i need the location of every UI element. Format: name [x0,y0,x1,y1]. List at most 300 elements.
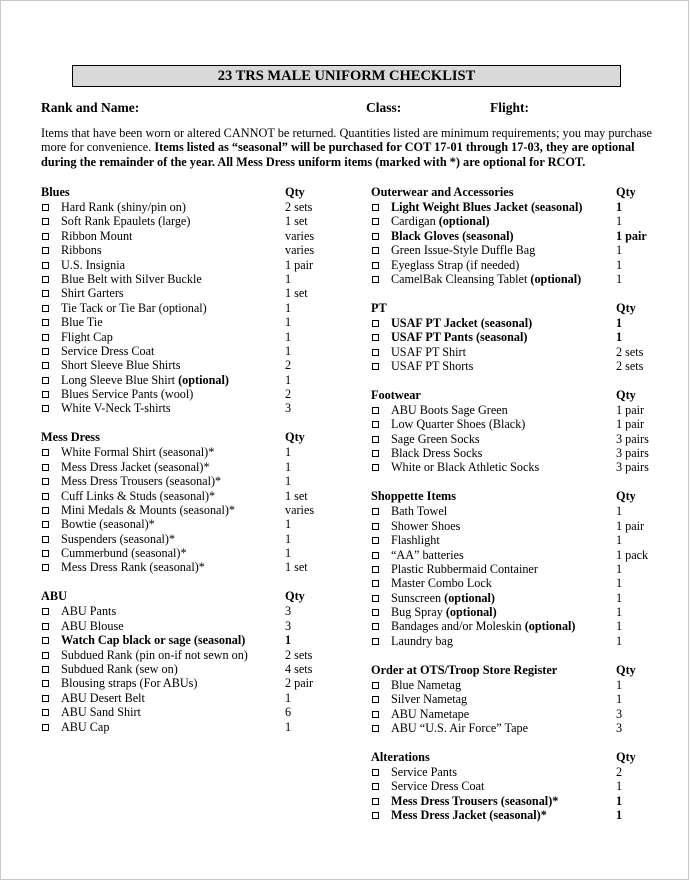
item-label: Service Dress Coat [61,343,155,358]
section-header [41,589,341,604]
checklist-item [41,243,341,257]
item-label: Mess Dress Trousers (seasonal)* [61,474,222,489]
checkbox[interactable] [372,334,379,341]
item-qty: 1 [616,793,623,808]
checklist-item [41,286,341,300]
checkbox[interactable] [42,218,49,225]
checkbox[interactable] [372,682,379,689]
section-header [41,185,341,200]
item-label: Subdued Rank (sew on) [61,661,178,676]
item-name [391,779,484,793]
item-name [391,359,473,373]
item-qty: 1 [616,504,623,519]
checklist-item [371,243,661,257]
checklist-item [41,272,341,286]
checklist-item [371,214,661,228]
item-name [391,417,525,431]
item-label: Silver Nametag [391,692,468,707]
checkbox[interactable] [42,247,49,254]
item-name [61,243,102,257]
checkbox[interactable] [372,783,379,790]
item-label: “AA” batteries [391,547,464,562]
checklist-item [41,648,341,662]
checkbox[interactable] [42,391,49,398]
item-name [391,446,482,460]
checkbox[interactable] [42,521,49,528]
checklist-item [371,533,661,547]
checkbox[interactable] [42,680,49,687]
item-qty: 2 sets [285,200,313,214]
checklist-item [371,548,661,562]
item-label: Long Sleeve Blue Shirt [61,372,179,387]
qty-column-header: Qty [616,489,636,504]
checklist-item [41,532,341,546]
checkbox[interactable] [372,247,379,254]
item-name [61,200,186,214]
item-qty: 3 [616,706,623,721]
checklist-item [371,721,661,735]
item-label: Mini Medals & Mounts (seasonal)* [61,502,235,517]
optional-tag: (optional) [438,214,490,229]
checkbox[interactable] [42,666,49,673]
item-name [61,474,221,488]
checkbox[interactable] [372,363,379,370]
section-title: PT [371,300,387,315]
item-qty: 1 [616,271,623,286]
item-name [391,272,581,286]
item-name [61,705,141,719]
item-qty: varies [285,502,315,517]
qty-column-header: Qty [616,749,636,764]
checkbox[interactable] [42,233,49,240]
qty-column-header: Qty [616,185,636,199]
item-label: Subdued Rank (pin on-if not sewn on) [61,647,248,662]
instructions-text: Items that have been worn or altered CANNOT be returned. Quantities listed are minimum requirements; you may purchase more for convenience. [41,126,653,155]
checkbox[interactable] [372,436,379,443]
item-label: Cummerbund (seasonal)* [61,546,187,561]
checklist-item [371,634,661,648]
item-label: Mess Dress Jacket (seasonal)* [391,808,547,822]
checklist-item [41,344,341,358]
checkbox[interactable] [42,464,49,471]
checkbox[interactable] [372,204,379,211]
item-name [61,517,155,531]
item-name [391,562,538,576]
checkbox[interactable] [372,595,379,602]
checklist-item [41,387,341,401]
qty-column-header: Qty [285,430,305,445]
checklist-item [41,330,341,344]
checkbox[interactable] [372,638,379,645]
item-name [391,548,464,562]
checkbox[interactable] [372,523,379,530]
checkbox[interactable] [372,537,379,544]
item-label: CamelBak Cleansing Tablet [391,271,531,286]
optional-tag: (optional) [444,590,495,605]
checkbox[interactable] [42,449,49,456]
section-title: Order at OTS/Troop Store Register [371,662,558,677]
section-title: Shoppette Items [371,489,457,504]
item-qty: 6 [285,705,292,720]
checkbox[interactable] [372,276,379,283]
item-qty: 1 [285,474,292,489]
item-qty: 1 [285,546,292,561]
item-label: Light Weight Blues Jacket (seasonal) [391,200,583,214]
instructions-paragraph [41,126,671,169]
item-label: ABU Cap [61,719,110,734]
item-qty: 1 [285,445,292,460]
checklist-item [41,315,341,329]
checkbox[interactable] [372,262,379,269]
item-label: ABU Blouse [61,618,124,633]
item-label: USAF PT Pants (seasonal) [391,330,528,345]
item-label: USAF PT Jacket (seasonal) [391,315,533,330]
checkbox[interactable] [42,377,49,384]
item-name [61,633,245,647]
item-label: Eyeglass Strap (if needed) [391,257,520,272]
checklist-item [41,560,341,574]
checklist-item [41,301,341,315]
item-label: Shower Shoes [391,518,461,533]
checkbox[interactable] [372,552,379,559]
item-label: Soft Rank Epaulets (large) [61,214,191,229]
item-name [391,432,480,446]
item-label: Ribbon Mount [61,228,133,243]
checkbox[interactable] [42,290,49,297]
checklist-item [371,316,661,330]
optional-tag: (optional) [445,605,497,620]
item-name [61,503,235,517]
item-name [391,403,508,417]
checkbox[interactable] [42,724,49,731]
item-label: Laundry bag [391,633,453,648]
checkbox[interactable] [42,709,49,716]
checkbox[interactable] [372,320,379,327]
item-name [61,560,205,574]
item-name [391,808,547,822]
section-header [41,430,341,445]
item-name [61,489,215,503]
checkbox[interactable] [42,608,49,615]
item-name [61,546,187,560]
checklist-item [41,503,341,517]
checklist-item [371,519,661,533]
checkbox[interactable] [42,204,49,211]
checkbox[interactable] [372,566,379,573]
checkbox[interactable] [42,564,49,571]
item-qty: 1 set [285,560,308,575]
item-label: Service Pants [391,764,458,779]
item-qty: 3 [285,604,292,619]
item-qty: 1 [616,576,623,591]
checkbox[interactable] [42,319,49,326]
item-label: Sunscreen [391,590,445,605]
item-name [391,345,466,359]
item-name [61,460,210,474]
section-header [371,185,661,200]
checklist-item [371,808,661,822]
item-qty: 1 [616,330,623,345]
section-alterations [371,750,661,823]
item-label: Sage Green Socks [391,431,480,446]
item-label: Cardigan [391,214,439,229]
item-label: Ribbons [61,243,102,258]
qty-column-header: Qty [616,387,636,402]
item-label: Mess Dress Jacket (seasonal)* [61,459,210,474]
checklist-item [371,619,661,633]
checklist-item [41,401,341,415]
checkbox[interactable] [372,769,379,776]
item-name [61,286,124,300]
item-name [61,301,207,315]
section-header [371,750,661,765]
item-qty: 1 pair [616,402,645,417]
item-qty: 2 pair [285,676,314,691]
section-title: Footwear [371,387,421,402]
item-name [61,691,145,705]
item-label: Hard Rank (shiny/pin on) [61,200,186,214]
checkbox[interactable] [372,407,379,414]
item-label: Blue Nametag [391,677,462,692]
item-qty: 1 [616,243,623,258]
item-label: Blue Belt with Silver Buckle [61,271,202,286]
item-qty: 1 pair [285,257,314,272]
item-label: Flight Cap [61,329,113,344]
checklist-item [41,474,341,488]
item-name [391,678,461,692]
checklist-item [371,562,661,576]
checklist-item [371,272,661,286]
item-name [391,460,539,474]
checkbox[interactable] [372,233,379,240]
qty-column-header: Qty [285,185,305,199]
item-name [391,243,535,257]
item-qty: 1 [616,808,623,822]
item-name [391,330,527,344]
item-qty: 1 [285,271,292,286]
checklist-item [41,546,341,560]
item-name [61,648,248,662]
item-qty: 1 pair [616,228,647,243]
checkbox[interactable] [372,711,379,718]
right-column [371,185,661,837]
checkbox[interactable] [42,348,49,355]
item-name [391,504,447,518]
item-qty: 1 set [285,214,308,229]
section-abu [41,589,341,734]
checkbox[interactable] [42,276,49,283]
checkbox[interactable] [42,550,49,557]
item-name [391,605,497,619]
left-column [41,185,341,748]
item-name [391,519,460,533]
checklist-item [371,359,661,373]
item-label: ABU Desert Belt [61,690,145,705]
section-shoppette [371,489,661,648]
item-qty: 1 set [285,488,308,503]
item-label: Mess Dress Rank (seasonal)* [61,560,205,575]
checklist-item [41,676,341,690]
checkbox[interactable] [42,507,49,514]
section-blues [41,185,341,416]
checkbox[interactable] [42,405,49,412]
checkbox[interactable] [372,508,379,515]
section-outerwear [371,185,661,286]
item-name [391,576,492,590]
checkbox[interactable] [372,464,379,471]
qty-column-header: Qty [616,300,636,315]
checkbox[interactable] [372,725,379,732]
item-label: Black Dress Socks [391,446,483,461]
item-name [391,794,558,808]
section-mess-dress [41,430,341,575]
checklist-item [371,460,661,474]
item-name [61,214,190,228]
section-title: ABU [41,589,67,604]
item-qty: 1 set [285,286,308,301]
checkbox[interactable] [372,798,379,805]
checkbox[interactable] [42,334,49,341]
item-name [61,619,124,633]
item-name [61,315,103,329]
item-qty: 1 [616,619,623,634]
item-qty: 1 [616,692,623,707]
item-qty: 1 [285,372,292,387]
item-label: U.S. Insignia [61,257,125,272]
checklist-item [41,619,341,633]
checkbox[interactable] [42,478,49,485]
checkbox[interactable] [42,493,49,500]
checklist-item [371,229,661,243]
checklist-item [371,432,661,446]
checkbox[interactable] [372,623,379,630]
instructions-seasonal-note: Items listed as “seasonal” will be purchased for COT 17-01 through 17-03, they are optional during the remainder of the year. All Mess Dress uniform items (marked with *) are optional for RCOT. [41,140,635,169]
checklist-item [371,678,661,692]
checklist-item [41,373,341,387]
item-qty: 3 [285,401,292,416]
checkbox[interactable] [42,695,49,702]
checkbox[interactable] [42,536,49,543]
checkbox[interactable] [372,696,379,703]
item-label: Short Sleeve Blue Shirts [61,358,181,373]
item-label: White Formal Shirt (seasonal)* [61,445,215,460]
checklist-item [371,504,661,518]
item-qty: varies [285,243,315,258]
checklist-item [41,200,341,214]
checkbox[interactable] [42,362,49,369]
section-title: Outerwear and Accessories [371,185,514,199]
item-qty: 1 [616,677,623,692]
item-label: ABU Pants [61,604,117,619]
item-qty: 3 pairs [616,460,649,475]
item-qty: 1 [285,633,292,648]
checklist-item [41,214,341,228]
item-name [61,272,202,286]
item-name [391,214,490,228]
checkbox[interactable] [372,421,379,428]
checkbox[interactable] [42,262,49,269]
item-name [391,591,495,605]
item-name [61,258,125,272]
rank-name-label: Rank and Name: [41,100,140,115]
checklist-item [371,403,661,417]
item-label: Suspenders (seasonal)* [61,531,176,546]
item-qty: 1 [285,300,292,315]
item-qty: varies [285,228,315,243]
checklist-item [41,662,341,676]
checkbox[interactable] [372,218,379,225]
item-name [61,662,178,676]
checklist-item [41,460,341,474]
checkbox[interactable] [372,450,379,457]
item-qty: 1 [616,605,623,620]
checkbox[interactable] [42,623,49,630]
checklist-item [371,258,661,272]
item-name [61,330,113,344]
item-label: White V-Neck T-shirts [61,401,171,416]
item-qty: 1 [616,590,623,605]
checkbox[interactable] [372,580,379,587]
checklist-item [371,779,661,793]
item-qty: 1 pack [616,547,649,562]
item-name [391,229,514,243]
item-qty: 1 [616,633,623,648]
item-label: Service Dress Coat [391,779,485,794]
item-qty: 4 sets [285,661,313,676]
flight-label: Flight: [490,100,529,115]
item-name [61,401,171,415]
item-name [391,316,532,330]
item-qty: 1 [616,200,623,214]
item-label: USAF PT Shirt [391,344,466,359]
section-title: Blues [41,185,70,199]
optional-tag: (optional) [530,271,582,286]
item-label: ABU Nametape [391,706,470,721]
checklist-item [371,330,661,344]
item-label: Tie Tack or Tie Bar (optional) [61,300,207,315]
item-label: Bowtie (seasonal)* [61,517,155,532]
item-qty: 2 [285,358,292,373]
item-label: Flashlight [391,533,440,548]
section-header [371,663,661,678]
item-label: Shirt Garters [61,286,124,301]
checkbox[interactable] [42,305,49,312]
item-label: Plastic Rubbermaid Container [391,561,538,576]
document-title: 23 TRS MALE UNIFORM CHECKLIST [72,65,621,87]
checkbox[interactable] [372,609,379,616]
checkbox[interactable] [42,652,49,659]
checklist-item [41,258,341,272]
item-qty: 1 pair [616,518,645,533]
item-label: Bath Towel [391,504,448,519]
item-qty: 1 [285,531,292,546]
item-name [391,634,453,648]
section-header [371,388,661,403]
checkbox[interactable] [372,349,379,356]
item-label: Blue Tie [61,315,103,330]
qty-column-header: Qty [285,589,305,604]
item-name [61,358,181,372]
item-qty: 1 [285,719,292,734]
item-name [391,619,576,633]
item-qty: 2 sets [616,359,644,374]
item-label: ABU Sand Shirt [61,705,141,720]
item-label: ABU Boots Sage Green [391,402,508,417]
item-qty: 2 [285,387,292,402]
checklist-item [41,445,341,459]
checkbox[interactable] [372,812,379,819]
checkbox[interactable] [42,637,49,644]
